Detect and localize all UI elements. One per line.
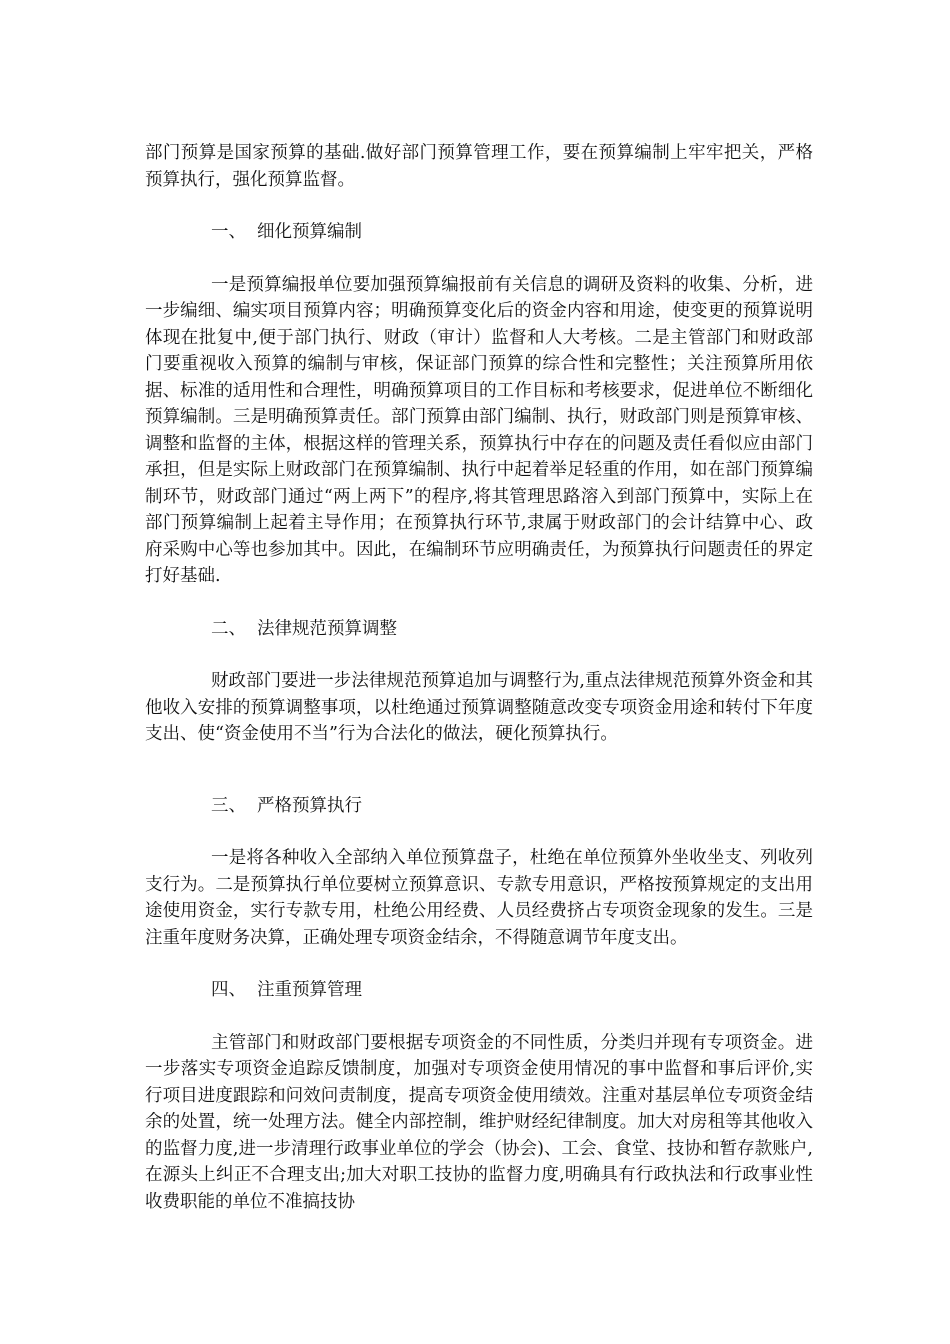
- section-1-heading: [145, 219, 813, 246]
- section-1-paragraph: 一是预算编报单位要加强预算编报前有关信息的调研及资料的收集、分析，进一步编细、编实项目预算内容；明确预算变化后的资金内容和用途，使变更的预算说明体现在批复中,便于部门执行、财政（审计）监督和人大考核。二是主管部门和财政部门要重视收入预算的编制与审核，保证部门预算的综合性和完整性；关注预算所用依据、标准的适用性和合理性，明确预算项目的工作目标和考核要求，促进单位不断细化预算编制。三是明确预算责任。部门预算由部门编制、执行，财政部门则是预算审核、调整和监督的主体，根据这样的管理关系，预算执行中存在的问题及责任看似应由部门承担，但是实际上财政部门在预算编制、执行中起着举足轻重的作用，如在部门预算编制环节，财政部门通过“两上两下”的程序,将其管理思路溶入到部门预算中，实际上在部门预算编制上起着主导作用；在预算执行环节,隶属于财政部门的会计结算中心、政府采购中心等也参加其中。因此，在编制环节应明确责任，为预算执行问题责任的界定打好基础.: [145, 274, 813, 586]
- section-3-number: 三、: [211, 795, 246, 816]
- section-3-title: 严格预算执行: [257, 795, 362, 816]
- section-1-number: 一、: [211, 222, 246, 242]
- section-2-number: 二、: [211, 618, 246, 639]
- section-2-heading: [145, 616, 813, 643]
- section-3-paragraph: 一是将各种收入全部纳入单位预算盘子，杜绝在单位预算外坐收坐支、列收列支行为。二是预算执行单位要树立预算意识、专款专用意识，严格按预算规定的支出用途使用资金，实行专款专用，杜绝公用经费、人员经费挤占专项资金现象的发生。三是注重年度财务决算，正确处理专项资金结余，不得随意调节年度支出。: [145, 848, 813, 948]
- section-4-number: 四、: [211, 980, 246, 1000]
- section-4-heading: [145, 977, 813, 1004]
- section-2-paragraph: 财政部门要进一步法律规范预算追加与调整行为,重点法律规范预算外资金和其他收入安排的预算调整事项，以杜绝通过预算调整随意改变专项资金用途和转付下年度支出、使“资金使用不当”行为合法化的做法，硬化预算执行。: [145, 671, 813, 744]
- section-2-title: 法律规范预算调整: [257, 618, 397, 639]
- section-4-title: 注重预算管理: [257, 980, 362, 1000]
- section-1-title: 细化预算编制: [257, 222, 362, 242]
- section-3-heading: [145, 793, 813, 820]
- intro-paragraph: 部门预算是国家预算的基础.做好部门预算管理工作，要在预算编制上牢牢把关，严格预算执行，强化预算监督。: [145, 143, 813, 190]
- document-body: [145, 140, 813, 1215]
- section-4-paragraph: 主管部门和财政部门要根据专项资金的不同性质，分类归并现有专项资金。进一步落实专项资金追踪反馈制度，加强对专项资金使用情况的事中监督和事后评价,实行项目进度跟踪和问效问责制度，提高专项资金使用绩效。注重对基层单位专项资金结余的处置，统一处理方法。健全内部控制，维护财经纪律制度。加大对房租等其他收入的监督力度,进一步清理行政事业单位的学会（协会)、工会、食堂、技协和暂存款账户,在源头上纠正不合理支出;加大对职工技协的监督力度,明确具有行政执法和行政事业性收费职能的单位不准搞技协: [145, 1032, 813, 1212]
